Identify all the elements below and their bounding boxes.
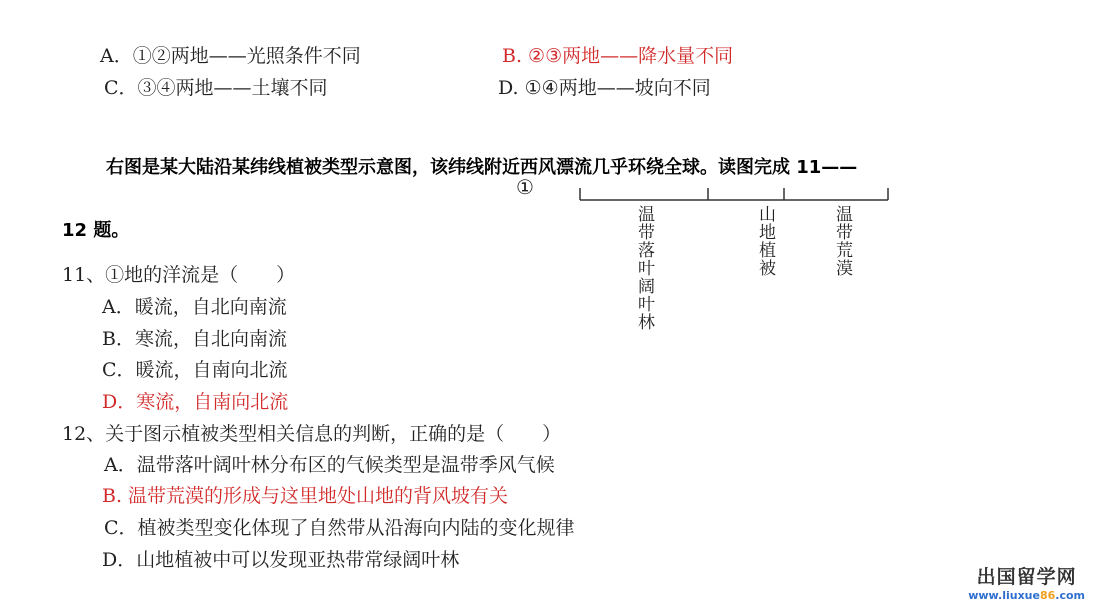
site-watermark <box>968 562 1085 602</box>
label-temperate-deciduous-forest: 温带落叶阔叶林 <box>634 205 654 331</box>
q10-option-d: D. ①④两地——坡向不同 <box>498 77 711 99</box>
watermark-title: 出国留学网 <box>976 566 1077 588</box>
q10-option-a: A．①②两地——光照条件不同 <box>100 45 361 67</box>
q12-option-c: C．植被类型变化体现了自然带从沿海向内陆的变化规律 <box>104 517 575 539</box>
q11-option-d-answer: D．寒流，自南向北流 <box>102 391 289 413</box>
q11-option-c: C．暖流，自南向北流 <box>102 359 288 381</box>
intro-line-1: 右图是某大陆沿某纬线植被类型示意图，该纬线附近西风漂流几乎环绕全球。读图完成 11—— <box>106 157 858 178</box>
label-mountain-vegetation: 山地植被 <box>755 205 775 277</box>
watermark-url-number: 86 <box>1039 589 1056 602</box>
location-marker-1: ① <box>516 175 534 199</box>
intro-line-2: 12 题。 <box>62 220 130 241</box>
watermark-url <box>968 589 1085 602</box>
q11-option-b: B．寒流，自北向南流 <box>102 328 287 350</box>
q11-stem: 11、①地的洋流是（ ） <box>62 264 296 286</box>
q10-option-b-answer: B. ②③两地——降水量不同 <box>502 45 734 67</box>
q11-option-a: A．暖流，自北向南流 <box>102 296 287 318</box>
q12-stem: 12、关于图示植被类型相关信息的判断，正确的是（ ） <box>62 423 562 445</box>
watermark-url-part: www.liuxue <box>968 589 1040 602</box>
q12-option-a: A．温带落叶阔叶林分布区的气候类型是温带季风气候 <box>104 454 555 476</box>
q12-option-b-answer: B. 温带荒漠的形成与这里地处山地的背风坡有关 <box>102 485 509 507</box>
watermark-url-tld: .com <box>1055 589 1085 602</box>
q12-option-d: D．山地植被中可以发现亚热带常绿阔叶林 <box>102 549 460 571</box>
q10-option-c: C．③④两地——土壤不同 <box>104 77 328 99</box>
label-temperate-desert: 温带荒漠 <box>832 205 852 277</box>
